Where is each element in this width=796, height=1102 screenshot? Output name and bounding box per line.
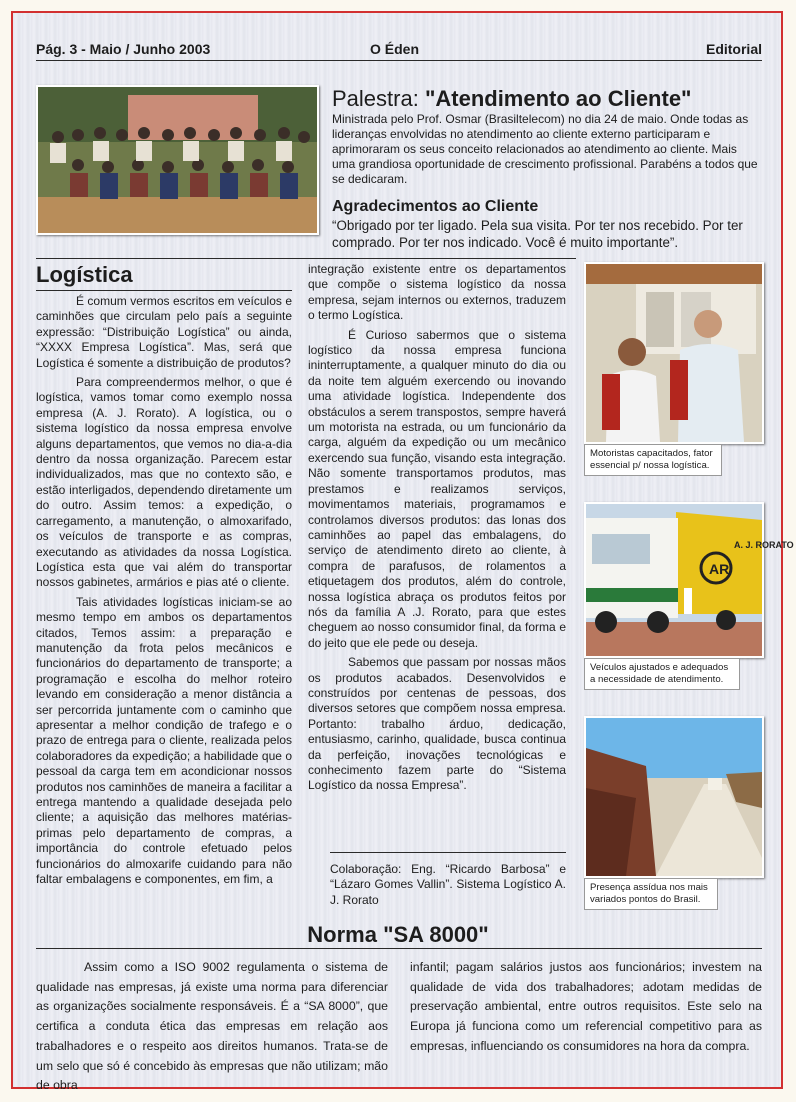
norma-column-2: infantil; pagam salários justos aos funcionários; investem na qualidade de vida dos trabalhadores; adotam medidas de preservação ambiental, entre outros requisitos. Este selo na Europa já funciona como um referencial competitivo para as empresas, influenciando os consumidores na hora da compra. (410, 960, 762, 1053)
trucks-photo (584, 502, 794, 658)
palestra-body: Ministrada pelo Prof. Osmar (Brasiltelecom) no dia 24 de maio. Onde todas as lideranças envolvidas no atendimento ao cliente externo participaram e aprimoraram os seus conceito relacionados ao atendimento ao cliente. Mais uma grandiosa oportunidade de crescimento profissional. Parabéns a todos que se dedicaram. (332, 112, 758, 186)
logistica-paragraph: É comum vermos escritos em veículos e caminhões que circulam pelo país a seguinte expressão: “Distribuição Logística” ou ainda, “XXXX Empresa Logística”. Mas, será que Logística é somente a distribuição de produtos? (36, 294, 292, 370)
page-date: Pág. 3 - Maio / Junho 2003 (36, 41, 211, 57)
palestra-title-prefix: Palestra: (332, 86, 425, 111)
section-rule (36, 258, 576, 259)
section-name: Editorial (705, 41, 762, 57)
logistica-title: Logística (36, 262, 133, 287)
group-photo (36, 85, 319, 235)
logistica-paragraph: integração existente entre os departamentos que compõe o sistema logístico da nossa empresa, sejam internos ou externos, traduzem o termo Logística. (308, 262, 566, 323)
agradecimentos-title: Agradecimentos ao Cliente (332, 198, 539, 215)
palestra-title (332, 86, 691, 112)
logistica-paragraph: É Curioso sabermos que o sistema logístico da nossa empresa funciona ininterruptamente, a qualquer minuto do dia ou da noite tem alguém exercendo ou inovando uma atividade logística. Independente dos obstáculos a serem transpostos, sempre haverá um motorista na estrada, ou um funcionário da carga, alguém da expedição ou um mecânico exercendo sua função, visando esta integração. Não somente transportamos produtos, mas prestamos e realizamos serviços, movimentamos materiais, programamos e controlamos diversos produtos: das lonas dos caminhões ao papel das embalagens, do serviço de atendimento direto ao cliente, à compra de parafusos, de rolamentos a etiquetagem dos produtos, além do controle, nossa logística abraça os produtos feitos por nós da família A .J. Rorato, para que estes cheguem ao nosso consumidor final, da forma e do jeito que ele pede ou deseja. (308, 327, 566, 650)
agradecimentos-body: “Obrigado por ter ligado. Pela sua visita. Por ter nos recebido. Por ter comprado. Por ter nos indicado. Você é muito importante”. (332, 218, 743, 250)
logistica-credit: Colaboração: Eng. “Ricardo Barbosa” e “Lázaro Gomes Vallin”. Sistema Logístico A. J. Rorato (330, 862, 566, 907)
roads-caption: Presença assídua nos mais variados pontos do Brasil. (584, 878, 718, 910)
logistica-column-2 (308, 262, 566, 794)
drivers-photo (584, 262, 764, 444)
publication-name: O Éden (370, 41, 420, 57)
logistica-column-1 (36, 294, 292, 887)
logistica-paragraph: Sabemos que passam por nossas mãos os produtos acabados. Desenvolvidos e construídos por centenas de pessoas, dos diversos setores que compõem nossa empresa. Portanto: trabalho árduo, dedicação, entusiasmo, carinho, qualidade, busca continua da perfeição, inovações tecnológicas e conhecimento fazem parte do “Sistema Logístico da nossa Empresa”. (308, 655, 566, 793)
logistica-rule (36, 290, 292, 291)
truck-logo-text: A. J. RORATO (734, 540, 794, 550)
header-rule (36, 60, 762, 61)
norma-rule (36, 948, 762, 949)
vehicles-caption: Veículos ajustados e adequados a necessidade de atendimento. (584, 658, 740, 690)
svg-text:AR: AR (709, 561, 730, 577)
palestra-title-quote: "Atendimento ao Cliente" (424, 86, 692, 111)
credit-rule (330, 852, 566, 853)
logistica-paragraph: Tais atividades logísticas iniciam-se ao mesmo tempo em ambos os departamentos citados, Temos assim: a preparação e manutenção da frota pelos mecânicos e funcionários do departamento de transporte; a programação e escolha do melhor roteiro levando em consideração a menor distância a ser percorrida juntamente com o caminho que apresentar a melhor condição de trafego e o prazo de entrega para o cliente, realizada pelos colaboradores da expedição; a habilidade que o pessoal da carga tem em acondicionar nossos produtos nos caminhões de maneira a facilitar a entrega mantendo a qualidade desejada pelo cliente; a aquisição das melhores matérias-primas pelo departamento de compras, a importância do controle efetuado pelos funcionários do almoxarife cuidando para não faltar embalagens e componentes, em fim, a (36, 594, 292, 887)
norma-title: Norma "SA 8000" (307, 922, 489, 947)
drivers-caption: Motoristas capacitados, fator essencial p/ nossa logística. (584, 444, 722, 476)
norma-column-1: Assim como a ISO 9002 regulamenta o sistema de qualidade nas empresas, já existe uma norma para diferenciar as organizações socialmente responsáveis. É a “SA 8000”, que certifica a conduta ética das empresas em relação aos trabalhadores e o respeito aos direitos humanos. Trata-se de um selo que só é concebido às empresas que não utilizam; mão de obra (36, 960, 388, 1093)
road-photo (584, 716, 764, 878)
logistica-paragraph: Para compreendermos melhor, o que é logística, vamos tomar como exemplo nossa empresa (A. J. Rorato). A logística, ou o sistema logístico da nossa empresa envolve alguns departamentos, que vemos no dia-a-dia dentro da nossa organização. Parecem estar individualizados, mas que no contexto são, e estão interligados, dependendo diretamente um do outro. Assim temos: a expedição, o carregamento, a manutenção, o almoxarifado, os veículos de transporte e as compras, executando as atividades da nossa Logística. Logística esta que vai além do transportar nossos gabinetes, armários e pias até o cliente. (36, 375, 292, 590)
